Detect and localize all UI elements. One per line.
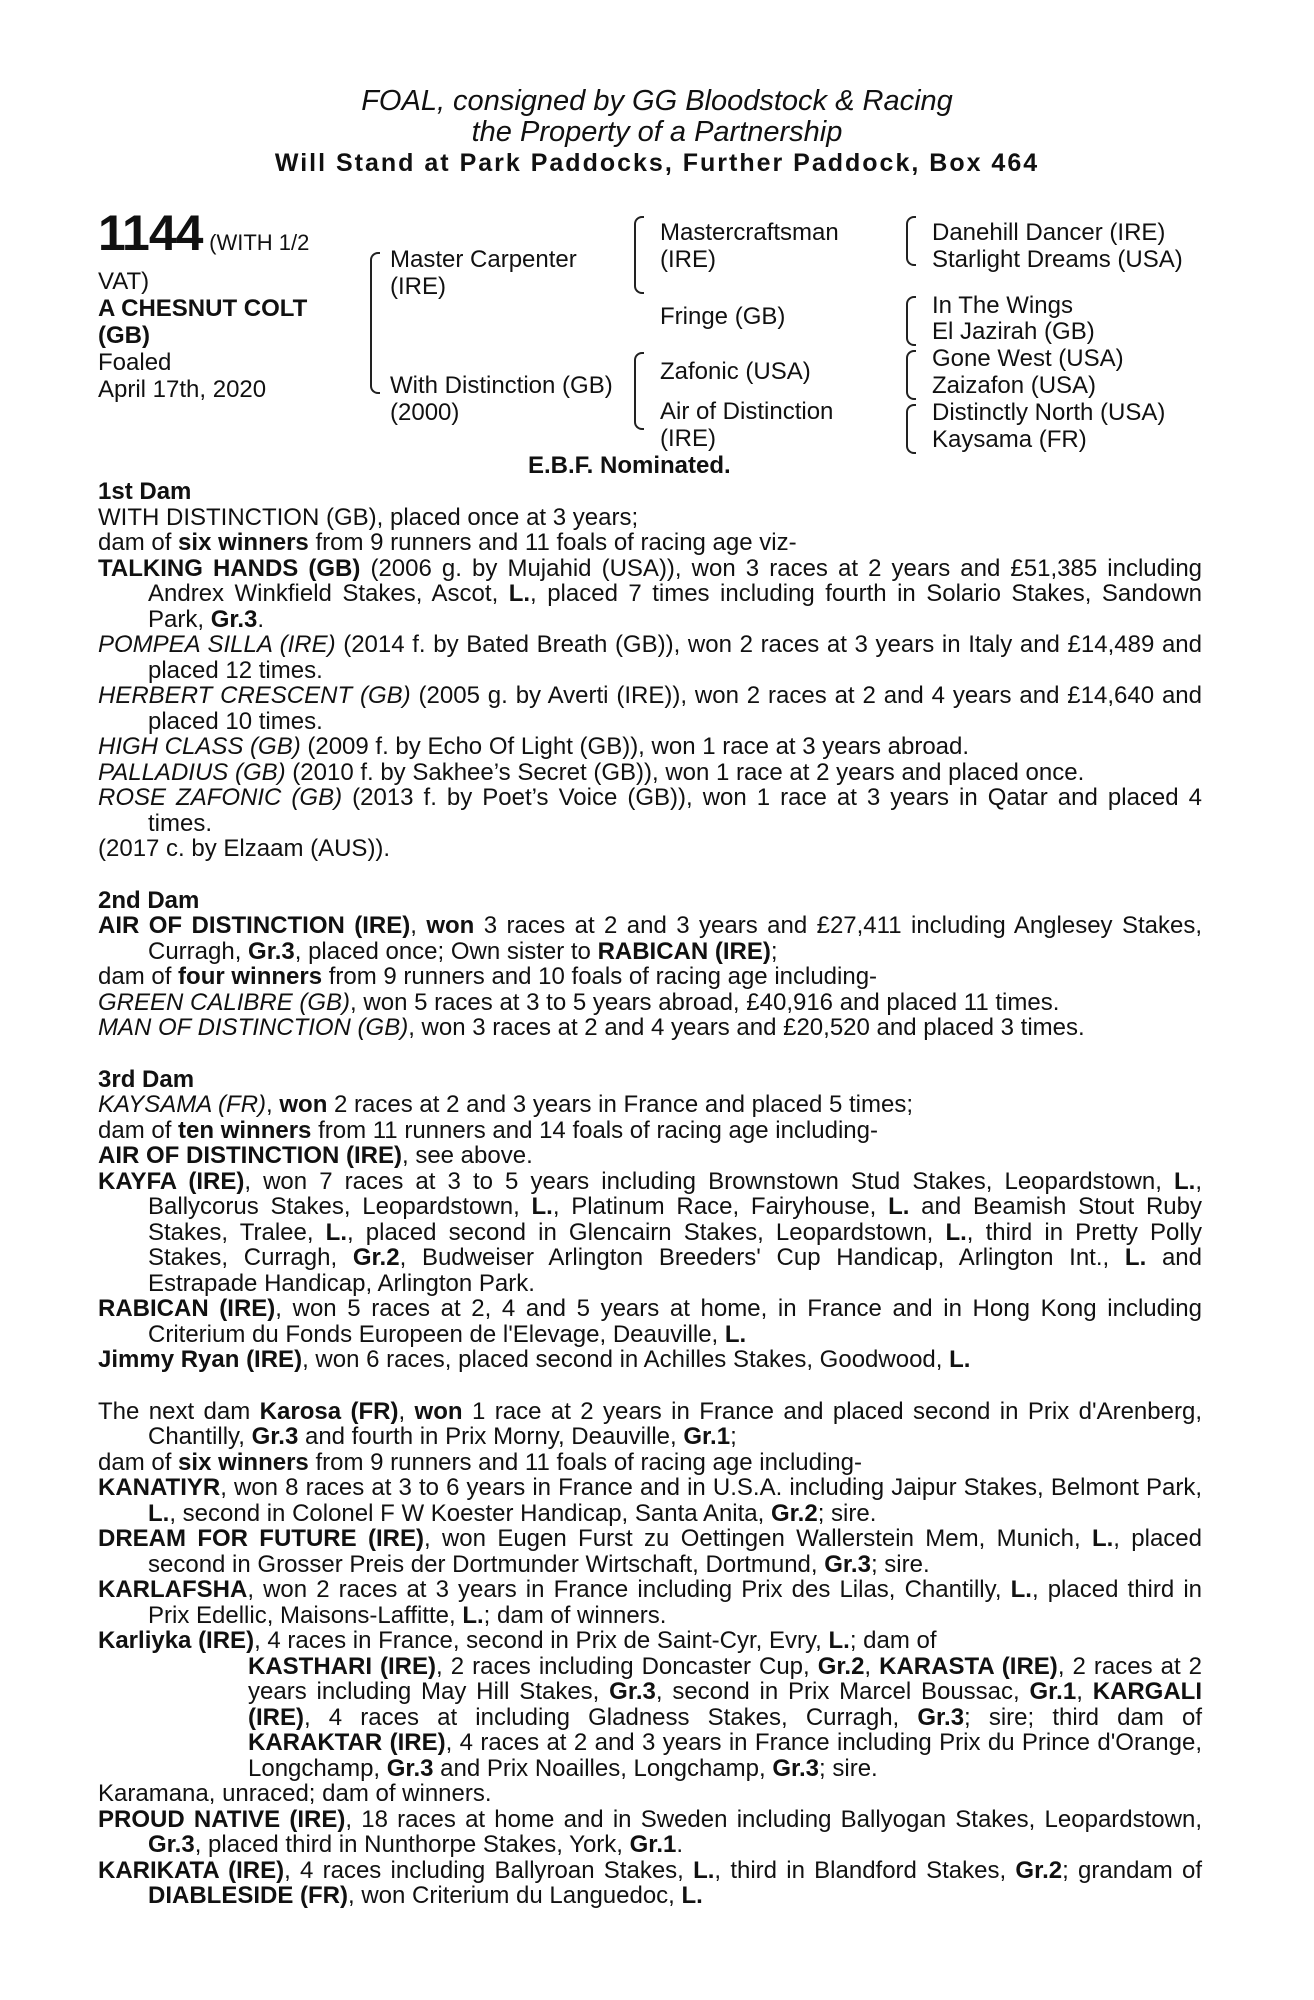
lot-title-country: (GB) [98,322,150,349]
gen3-8: Kaysama (FR) [932,426,1087,453]
third-dam-produce: dam of ten winners from 11 runners and 14 foals of racing age including- [98,1116,878,1144]
consignor-line: FOAL, consigned by GG Bloodstock & Racing [361,85,953,117]
section-title-3rd-dam: 3rd Dam [98,1065,195,1093]
pedigree-brace-2b [634,352,644,430]
dd-country: (IRE) [660,425,716,452]
section-title-2nd-dam: 2nd Dam [98,886,200,914]
first-dam-line: WITH DISTINCTION (GB), placed once at 3 years; [98,503,639,531]
produce-entry: KAYFA (IRE), won 7 races at 3 to 5 years including Brownstown Stud Stakes, Leopardstown, L., Ballycorus Stakes, Leopardstown, L., Platinum Race, Fairyhouse, L. and Beamish Stout Ruby Stakes, Tralee, L., placed second in Glencairn Stakes, Leopardstown, L., third in Pretty Polly Stakes, Curragh, Gr.2, Budweiser Arlington Breeders' Cup Handicap, Arlington Int., L. and Estrapade Handicap, Arlington Park. [98,1167,1203,1297]
produce-entry: Jimmy Ryan (IRE), won 6 races, placed second in Achilles Stakes, Goodwood, L. [98,1346,971,1373]
produce-entry: MAN OF DISTINCTION (GB), won 3 races at 2 and 4 years and £20,520 and placed 3 times. [98,1014,1085,1041]
produce-entry: HERBERT CRESCENT (GB) (2005 g. by Averti (IRE)), won 2 races at 2 and 4 years and £14,640 and placed 10 times. [98,682,1202,735]
produce-entry: PROUD NATIVE (IRE), 18 races at home and in Sweden including Ballyogan Stakes, Leopardstown, Gr.3, placed third in Nunthorpe Stakes, York, Gr.1. [98,1805,1202,1858]
produce-entry: Karamana, unraced; dam of winners. [98,1780,492,1807]
dam [390,372,613,426]
third-dam-line: KAYSAMA (FR), won 2 races at 2 and 3 years in France and placed 5 times; [98,1091,914,1118]
gen3-3: In The Wings [932,292,1073,319]
ss-country: (IRE) [660,246,716,273]
dam-name: With Distinction (GB) [390,372,613,399]
property-line: the Property of a Partnership [471,116,843,148]
produce-entry: POMPEA SILLA (IRE) (2014 f. by Bated Breath (GB)), won 2 races at 3 years in Italy and £14,489 and placed 12 times. [98,631,1202,684]
produce-entry: KARIKATA (IRE), 4 races including Ballyroan Stakes, L., third in Blandford Stakes, Gr.2; grandam of DIABLESIDE (FR), won Criterium du Languedoc, L. [98,1856,1203,1909]
gen3-1: Danehill Dancer (IRE) [932,219,1166,246]
produce-entry: PALLADIUS (GB) (2010 f. by Sakhee’s Secret (GB)), won 1 race at 2 years and placed once. [98,758,1085,786]
produce-entry: ROSE ZAFONIC (GB) (2013 f. by Poet’s Voice (GB)), won 1 race at 3 years in Qatar and placed 4 times. [98,784,1202,837]
next-dam-produce: dam of six winners from 9 runners and 11 foals of racing age including- [98,1448,862,1476]
sire-name: Master Carpenter [390,246,577,273]
vat-note: (WITH 1/2 [209,230,310,255]
foaled-date: April 17th, 2020 [98,376,267,403]
pedigree-brace-3a [906,216,916,266]
stand-location: Will Stand at Park Paddocks, Further Paddock, Box 464 [274,149,1040,177]
vat-note-end: VAT) [98,268,150,295]
produce-entry: KASTHARI (IRE), 2 races including Doncaster Cup, Gr.2, KARASTA (IRE), 2 races at 2 years including May Hill Stakes, Gr.3, second in Prix Marcel Boussac, Gr.1, KARGALI (IRE), 4 races at including Gladness Stakes, Curragh, Gr.3; sire; third dam of KARAKTAR (IRE), 4 races at 2 and 3 years in France including Prix du Prince d'Orange, Longchamp, Gr.3 and Prix Noailles, Longchamp, Gr.3; sire. [248,1652,1203,1782]
produce-entry: RABICAN (IRE), won 5 races at 2, 4 and 5 years at home, in France and in Hong Kong including Criterium du Fonds Europeen de l'Elevage, Deauville, L. [98,1295,1202,1348]
sire [390,246,577,300]
produce-entry: GREEN CALIBRE (GB), won 5 races at 3 to 5 years abroad, £40,916 and placed 11 times. [98,988,1060,1016]
produce-entry: KARLAFSHA, won 2 races at 3 years in France including Prix des Lilas, Chantilly, L., placed third in Prix Edellic, Maisons-Laffitte, L.; dam of winners. [98,1576,1202,1629]
dam-of-sire: Fringe (GB) [660,303,786,330]
first-dam-produce: dam of six winners from 9 runners and 11 foals of racing age viz- [98,529,797,556]
pedigree-brace-3b [906,296,916,346]
section-title-1st-dam: 1st Dam [98,478,192,505]
gen3-7: Distinctly North (USA) [932,399,1166,426]
pedigree-brace-2a [634,216,644,294]
produce-entry: DREAM FOR FUTURE (IRE), won Eugen Furst zu Oettingen Wallerstein Mem, Munich, L., placed second in Grosser Preis der Dortmunder Wirtschaft, Dortmund, Gr.3; sire. [98,1525,1202,1578]
sire-country: (IRE) [390,273,446,300]
dam-year: (2000) [390,399,460,426]
produce-entry: TALKING HANDS (GB) (2006 g. by Mujahid (USA)), won 3 races at 2 years and £51,385 including Andrex Winkfield Stakes, Ascot, L., placed 7 times including fourth in Solario Stakes, Sandown Park, Gr.3. [98,554,1203,633]
gen3-5: Gone West (USA) [932,345,1124,372]
pedigree-brace-1 [370,252,380,394]
produce-entry: AIR OF DISTINCTION (IRE), see above. [98,1142,533,1169]
ebf-nominated: E.B.F. Nominated. [528,452,731,479]
lot-title: A CHESNUT COLT [98,295,308,322]
produce-entry: KANATIYR, won 8 races at 3 to 6 years in France and in U.S.A. including Jaipur Stakes, Belmont Park, L., second in Colonel F W Koester Handicap, Santa Anita, Gr.2; sire. [98,1474,1202,1527]
pedigree-brace-3d [906,404,916,454]
gen3-4: El Jazirah (GB) [932,318,1095,345]
second-dam-line: AIR OF DISTINCTION (IRE), won 3 races at 2 and 3 years and £27,411 including Anglesey Stakes, Curragh, Gr.3, placed once; Own sister to RABICAN (IRE); [98,912,1203,965]
foaled-label: Foaled [98,349,172,376]
dam-of-dam [660,398,833,452]
produce-entry: HIGH CLASS (GB) (2009 f. by Echo Of Light (GB)), won 1 race at 3 years abroad. [98,733,970,760]
catalogue-body [98,479,1202,1909]
next-dam-line: The next dam Karosa (FR), won 1 race at 2 years in France and placed second in Prix d'Arenberg, Chantilly, Gr.3 and fourth in Prix Morny, Deauville, Gr.1; [98,1397,1202,1450]
lot-number: 1144 [98,205,203,261]
second-dam-produce: dam of four winners from 9 runners and 10 foals of racing age including- [98,963,878,990]
sire-of-sire [660,219,839,273]
produce-entry: (2017 c. by Elzaam (AUS)). [98,835,391,862]
pedigree-brace-3c [906,350,916,400]
gen3-6: Zaizafon (USA) [932,372,1097,399]
ss-name: Mastercraftsman [660,219,839,246]
dd-name: Air of Distinction [660,398,834,425]
produce-entry: Karliyka (IRE), 4 races in France, second in Prix de Saint-Cyr, Evry, L.; dam of [98,1627,937,1654]
lot-block [98,205,310,403]
gen3-2: Starlight Dreams (USA) [932,246,1183,273]
sire-of-dam: Zafonic (USA) [660,358,811,385]
